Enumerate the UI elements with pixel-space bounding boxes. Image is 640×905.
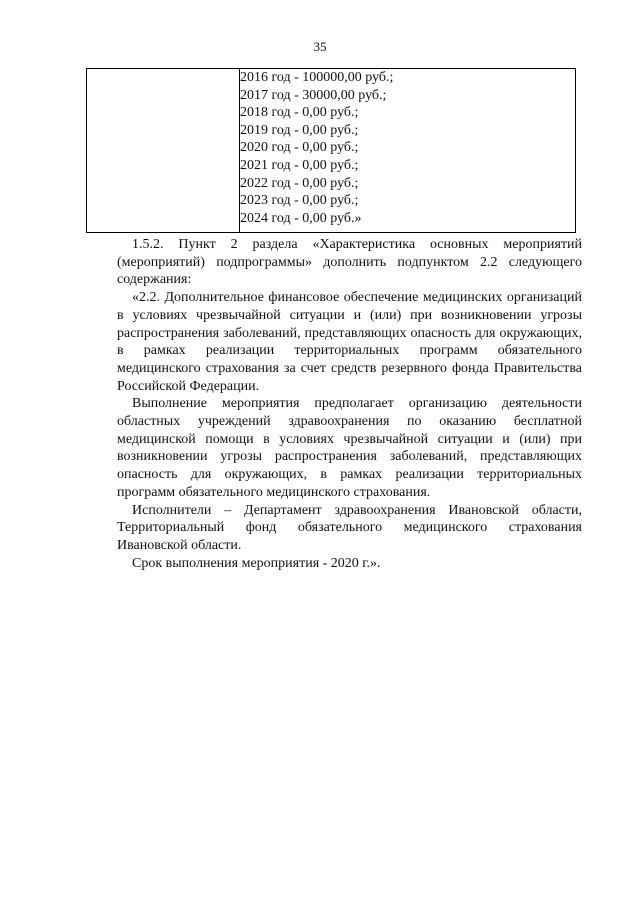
funding-line-2021: 2021 год - 0,00 руб.; (240, 157, 359, 173)
funding-line-2022: 2022 год - 0,00 руб.; (240, 175, 359, 191)
paragraph-executors: Исполнители – Департамент здравоохранения Ивановской области, Территориальный фонд обязательного медицинского страхования Ивановской области. (117, 502, 582, 553)
body-text (117, 236, 582, 572)
funding-line-2023: 2023 год - 0,00 руб.; (240, 193, 359, 209)
page-number: 35 (313, 39, 327, 54)
table-cell-empty (87, 69, 240, 233)
funding-line-2018: 2018 год - 0,00 руб.; (240, 105, 359, 121)
funding-table (86, 68, 576, 233)
funding-line-2016: 2016 год - 100000,00 руб.; (240, 70, 394, 85)
paragraph-2-2: «2.2. Дополнительное финансовое обеспечение медицинских организаций в условиях чрезвычайной ситуации и (или) при возникновении угрозы распространения заболеваний, представляющих опасность для окружающих, в рамках реализации территориальных программ обязательного медицинского страхования за счет средств резервного фонда Правительства Российской Федерации. (117, 290, 582, 394)
funding-line-2020: 2020 год - 0,00 руб.; (240, 140, 359, 156)
funding-line-2019: 2019 год - 0,00 руб.; (240, 122, 359, 138)
funding-line-2024: 2024 год - 0,00 руб.» (240, 210, 362, 226)
funding-line-2017: 2017 год - 30000,00 руб.; (240, 87, 387, 103)
table-row (87, 69, 576, 233)
paragraph-1-5-2: 1.5.2. Пункт 2 раздела «Характеристика основных мероприятий (мероприятий) подпрограммы» дополнить подпунктом 2.2 следующего содержания: (117, 237, 582, 288)
table-cell-funding (240, 69, 576, 233)
paragraph-deadline: Срок выполнения мероприятия - 2020 г.». (132, 555, 381, 571)
paragraph-implementation: Выполнение мероприятия предполагает организацию деятельности областных учреждений здравоохранения по оказанию бесплатной медицинской помощи в условиях чрезвычайной ситуации и (или) при возникновении угрозы распространения заболеваний, представляющих опасность для окружающих, в рамках реализации территориальных программ обязательного медицинского страхования. (117, 396, 582, 500)
